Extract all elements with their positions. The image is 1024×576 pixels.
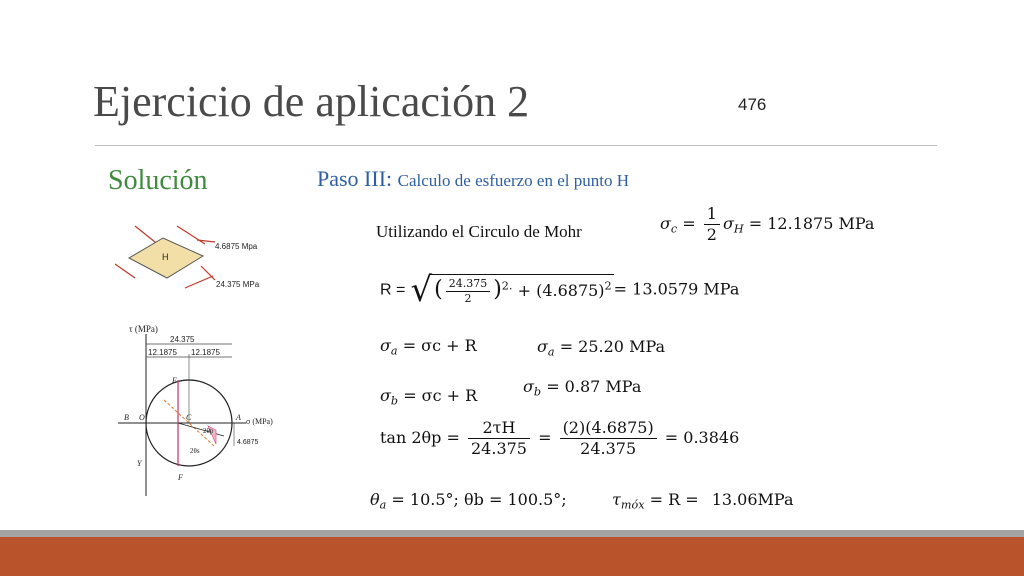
point-e: E	[172, 376, 177, 385]
footer-bar	[0, 537, 1024, 576]
point-c: C	[186, 413, 192, 422]
method-label: Utilizando el Circulo de Mohr	[376, 222, 582, 241]
tau-axis-label: τ (MPa)	[129, 324, 158, 334]
theta-values: $\theta_a = 10.5^\circ$; θb = 100.5°;	[370, 490, 567, 512]
sigma-axis-label: σ (MPa)	[246, 417, 273, 426]
half-fraction: $\frac{1}{2}$	[704, 204, 720, 245]
tan-fraction-2: $\frac{(2)(4.6875)}{24.375}$	[560, 418, 657, 459]
sigma-b-value: $\sigma_b = 0.87$ MPa	[523, 377, 642, 399]
step-heading	[317, 166, 629, 192]
sigma-b-result: = 0.87 MPa	[546, 377, 642, 396]
sigma-b-formula: $\sigma_b = \sigma c + R$	[380, 386, 478, 408]
tau-max-result: 13.06MPa	[711, 490, 794, 509]
stress-element-figure	[115, 220, 290, 300]
r-fraction: $\frac{24.375}{2}$	[446, 277, 491, 306]
normal-label: 24.375 MPa	[216, 280, 260, 289]
page-number: 476	[738, 95, 767, 114]
step-text: Calculo de esfuerzo en el punto H	[397, 171, 629, 190]
point-f: F	[178, 473, 183, 482]
dim-tau-label: 4.6875	[237, 439, 259, 446]
footer-line	[0, 530, 1024, 537]
tan-fraction-1: $\frac{2\tau H}{24.375}$	[468, 418, 530, 459]
arrow-left	[115, 264, 135, 278]
sqrt-sign: √	[410, 270, 433, 310]
title-divider	[95, 145, 937, 146]
dim-left-label: 12.1875	[148, 348, 177, 357]
r-exponent: 2.	[501, 279, 513, 293]
sigma-b-formula-text: = σc + R	[403, 386, 478, 405]
sigma-a-value: $\sigma_a = 25.20$ MPa	[537, 337, 666, 359]
element-label: H	[162, 252, 169, 262]
tan-result: = 0.3846	[664, 428, 740, 447]
sigma-c-symbol: $\sigma_c$	[660, 214, 678, 236]
angle-s-label: 2θs	[190, 447, 200, 455]
shear-label: 4.6875 Mpa	[215, 242, 258, 251]
tau-max-equation: $\tau_{mόx} = R = 13.06MPa$	[612, 490, 794, 512]
tau-max-formula: = R =	[649, 490, 699, 509]
sigma-a-formula-text: = σc + R	[402, 336, 477, 355]
point-y: Y	[137, 459, 142, 468]
slide-title: Ejercicio de aplicación 2	[93, 77, 530, 126]
arrow-bottom	[185, 276, 213, 288]
radius-equation	[380, 270, 739, 310]
section-heading: Solución	[108, 165, 208, 196]
r-result: = 13.0579 MPa	[613, 279, 740, 299]
sigma-c-equation: $\sigma_c$ = $\frac{1}{2}$ $\sigma_H = 12.1875$ MPa	[660, 204, 875, 244]
tan-equation: tan 2θp = $\frac{2\tau H}{24.375}$ = $\frac{(2)(4.6875)}{24.375}$ = 0.3846	[380, 418, 740, 458]
point-o: O	[139, 413, 145, 422]
theta-line: = 10.5°; θb = 100.5°;	[391, 490, 567, 509]
dim-total-label: 24.375	[170, 335, 195, 344]
sigma-c-result: = 12.1875 MPa	[748, 214, 875, 233]
sqrt-body: ( $\frac{24.375}{2}$ )$^{2.} + (4.6875)^2$	[432, 274, 614, 306]
point-a: A	[236, 413, 241, 422]
r-prefix: R =	[380, 281, 406, 299]
dim-right-label: 12.1875	[191, 348, 220, 357]
angle-p-label: 2θp	[203, 427, 214, 435]
step-label: Paso III:	[317, 166, 393, 191]
arrow-top-mid	[177, 226, 205, 244]
mohr-circle-figure	[112, 320, 282, 498]
r-term2: + (4.6875)	[517, 281, 605, 301]
sigma-a-formula: $\sigma_a = \sigma c + R$	[380, 336, 477, 358]
tan-prefix: tan 2θp =	[380, 428, 460, 447]
sigma-a-result: = 25.20 MPa	[559, 337, 666, 356]
point-b: B	[124, 413, 129, 422]
